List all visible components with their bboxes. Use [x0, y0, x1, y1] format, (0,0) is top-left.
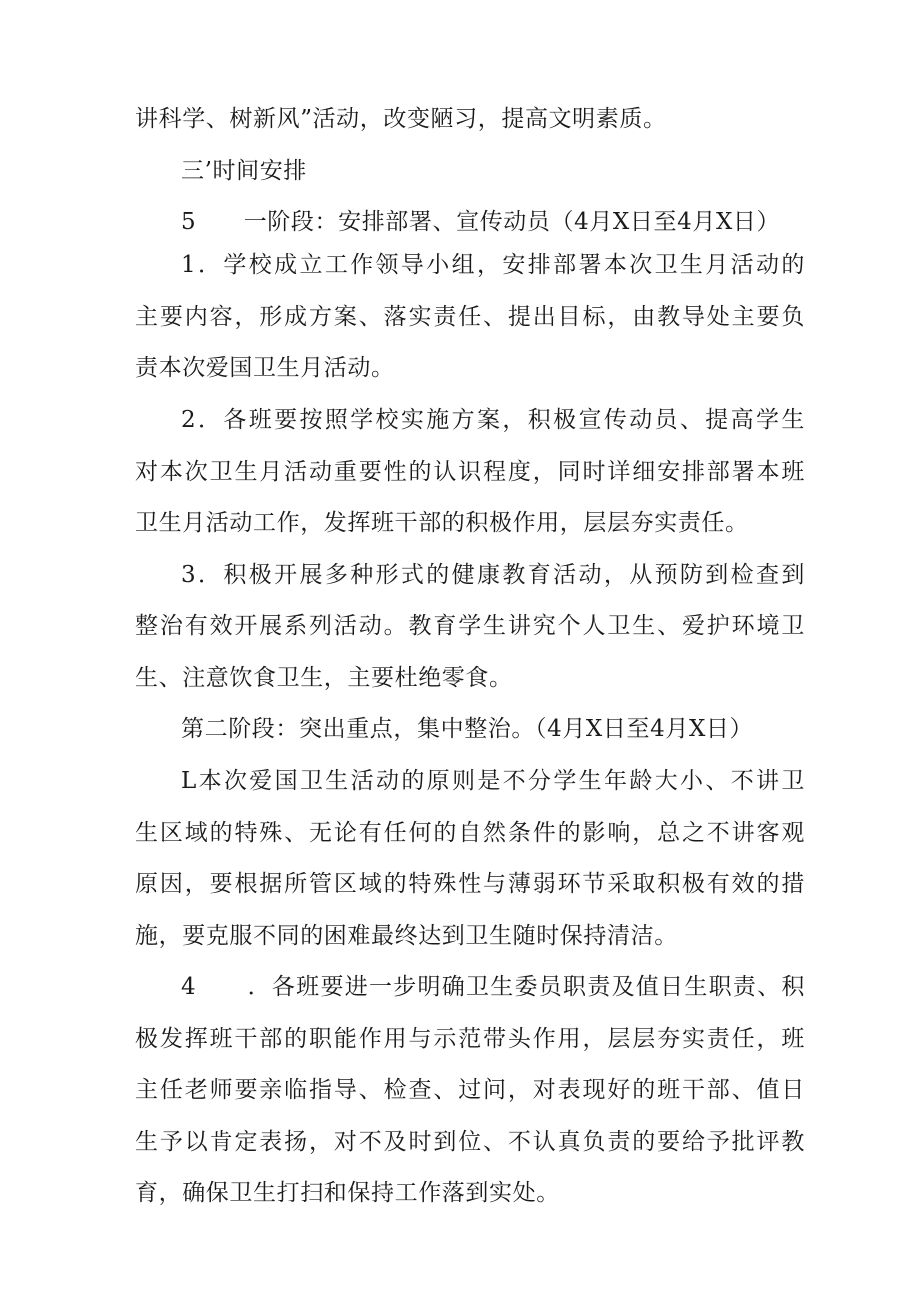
phase-two-item-1-line-3: 原因，要根据所管区域的特殊性与薄弱环节采取积极有效的措 [135, 871, 805, 897]
phase-two-item-1-line-2: 生区域的特殊、无论有任何的自然条件的影响，总之不讲客观 [135, 820, 805, 846]
item-1-line-3: 责本次爱国卫生月活动。 [135, 355, 395, 381]
phase-two-item-1-line-1: L本次爱国卫生活动的原则是不分学生年龄大小、不讲卫 [181, 768, 805, 794]
item-4-line-3: 主任老师要亲临指导、检查、过问，对表现好的班干部、值日 [135, 1077, 805, 1103]
phase-two-heading: 第二阶段：突出重点，集中整治。（4月X日至4月X日） [181, 716, 754, 742]
item-3-line-2: 整治有效开展系列活动。教育学生讲究个人卫生、爱护环境卫 [135, 613, 805, 639]
section-heading-time-arrangement: 三’时间安排 [181, 158, 307, 184]
phase-two-item-1-line-4: 施，要克服不同的困难最终达到卫生随时保持清洁。 [135, 923, 678, 949]
phase-one-heading: 5 一阶段：安排部署、宣传动员（4月X日至4月X日） [181, 209, 781, 235]
item-3-line-3: 生、注意饮食卫生，主要杜绝零食。 [135, 665, 513, 691]
item-4-line-5: 育，确保卫生打扫和保持工作落到实处。 [135, 1180, 560, 1206]
item-4-line-4: 生予以肯定表扬，对不及时到位、不认真负责的要给予批评教 [135, 1129, 805, 1155]
item-1-line-2: 主要内容，形成方案、落实责任、提出目标，由教导处主要负 [135, 304, 805, 330]
item-4-line-1: 4 ．各班要进一步明确卫生委员职责及值日生职责、积 [181, 974, 805, 1000]
item-1-line-1: 1．学校成立工作领导小组，安排部署本次卫生月活动的 [181, 252, 805, 278]
item-2-line-1: 2．各班要按照学校实施方案，积极宣传动员、提高学生 [181, 407, 805, 433]
item-4-line-2: 极发挥班干部的职能作用与示范带头作用，层层夯实责任，班 [135, 1026, 805, 1052]
text-line-continuation: 讲科学、树新风”活动，改变陋习，提高文明素质。 [135, 106, 667, 132]
item-2-line-2: 对本次卫生月活动重要性的认识程度，同时详细安排部署本班 [135, 459, 805, 485]
item-2-line-3: 卫生月活动工作，发挥班干部的积极作用，层层夯实责任。 [135, 510, 749, 536]
item-3-line-1: 3．积极开展多种形式的健康教育活动，从预防到检查到 [181, 562, 805, 588]
